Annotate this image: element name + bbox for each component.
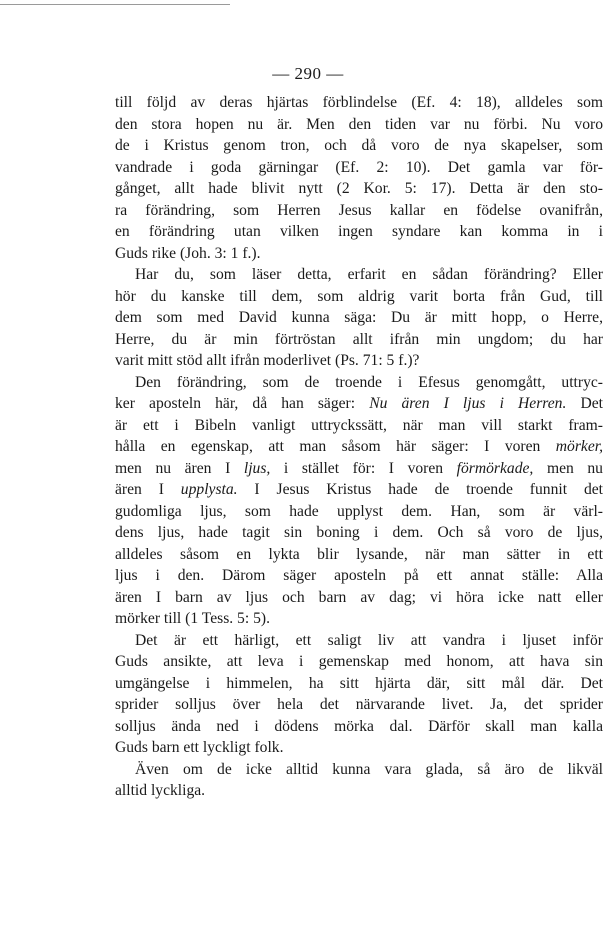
text-line xyxy=(115,393,603,415)
text-line xyxy=(115,436,603,458)
text-run: är ett i Bibeln vanligt uttryckssätt, när man vill starkt fram- xyxy=(115,416,603,434)
text-run: dens ljus, hade tagit sin boning i dem. Och så voro de ljus, xyxy=(115,524,603,541)
text-line xyxy=(115,350,603,372)
text-line xyxy=(115,200,603,222)
paragraph xyxy=(115,759,603,802)
text-run: ljus i den. Därom säger aposteln på ett annat ställe: Alla xyxy=(115,567,603,584)
text-run: Det är ett härligt, ett saligt liv att vandra i ljuset inför xyxy=(135,631,603,649)
text-run: Guds barn ett lyckligt folk. xyxy=(115,739,284,756)
text-line xyxy=(115,286,603,308)
text-line xyxy=(115,522,603,544)
emphasis-text: förmörkade, xyxy=(456,459,534,477)
text-line xyxy=(115,630,603,652)
text-line xyxy=(115,372,603,394)
text-line xyxy=(115,135,603,157)
text-run: dem som med David kunna säga: Du är mitt hopp, o Herre, xyxy=(115,309,603,326)
text-run: hålla en egenskap, att man såsom här säger: I voren xyxy=(115,438,556,455)
emphasis-text: upplysta. xyxy=(180,481,238,498)
text-line xyxy=(115,458,603,480)
paragraph xyxy=(115,372,603,630)
text-line xyxy=(115,694,603,716)
text-line xyxy=(115,329,603,351)
text-run: varit mitt stöd allt ifrån moderlivet (Ps. 71: 5 f.)? xyxy=(115,352,420,369)
text-line xyxy=(115,716,603,738)
text-run: den stora hopen nu är. Men den tiden var nu förbi. Nu voro xyxy=(115,115,603,133)
text-run: alltid lyckliga. xyxy=(115,782,206,799)
text-line xyxy=(115,673,603,695)
page-number: — 290 — xyxy=(272,64,344,83)
body-text xyxy=(115,92,603,802)
text-run: men nu xyxy=(533,459,603,477)
text-run: Guds ansikte, att leva i gemenskap med honom, att hava sin xyxy=(115,653,603,670)
text-line xyxy=(115,157,603,179)
text-run: i stället för: I voren xyxy=(270,459,457,477)
text-line xyxy=(115,587,603,609)
text-line xyxy=(115,759,603,781)
text-run: Har du, som läser detta, erfarit en sådan förändring? Eller xyxy=(135,266,603,283)
text-line xyxy=(115,608,603,630)
text-run: Guds rike (Joh. 3: 1 f.). xyxy=(115,244,261,262)
text-run: hör du kanske till dem, som aldrig varit borta från Gud, till xyxy=(115,287,603,305)
text-run: gudomliga ljus, som hade upplyst dem. Han, som är värl- xyxy=(115,502,603,520)
emphasis-text: mörker, xyxy=(555,438,603,455)
text-run: Även om de icke alltid kunna vara glada, så äro de likväl xyxy=(135,760,603,778)
text-line xyxy=(115,544,603,566)
text-line xyxy=(115,651,603,673)
text-run: sprider solljus över hela det närvarande livet. Ja, det sprider xyxy=(115,696,603,713)
text-line xyxy=(115,114,603,136)
text-run: Den förändring, som de troende i Efesus genomgått, uttryc- xyxy=(135,373,603,391)
text-run: alldeles såsom en lykta blir lysande, när man sätter in ett xyxy=(115,545,603,563)
text-line xyxy=(115,264,603,286)
text-line xyxy=(115,415,603,437)
emphasis-text: ljus, xyxy=(243,459,271,477)
text-line xyxy=(115,307,603,329)
text-run: ra förändring, som Herren Jesus kallar en födelse ovanifrån, xyxy=(115,201,603,219)
paragraph xyxy=(115,92,603,264)
text-line xyxy=(115,501,603,523)
text-run: solljus ända ned i dödens mörka dal. Därför skall man kalla xyxy=(115,717,603,735)
text-run: Det xyxy=(566,395,604,412)
paragraph xyxy=(115,630,603,759)
text-run: ären I xyxy=(115,481,181,498)
text-run: en förändring utan vilken ingen syndare kan komma in i xyxy=(115,223,603,240)
text-line xyxy=(115,221,603,243)
text-run: umgängelse i himmelen, ha sitt hjärta där, sitt mål där. Det xyxy=(115,674,603,692)
text-run: ären I barn av ljus och barn av dag; vi höra icke natt eller xyxy=(115,588,603,606)
text-line xyxy=(115,178,603,200)
text-run: men nu ären I xyxy=(115,459,244,477)
text-run: vandrade i goda gärningar (Ef. 2: 10). Det gamla var för- xyxy=(115,158,603,176)
text-line xyxy=(115,737,603,759)
text-line xyxy=(115,565,603,587)
text-line xyxy=(115,479,603,501)
paragraph xyxy=(115,264,603,372)
text-run: de i Kristus genom tron, och då voro de nya skapelser, som xyxy=(115,137,603,154)
text-run: Herre, du är min förtröstan allt ifrån min ungdom; du har xyxy=(115,330,603,348)
text-line xyxy=(115,780,603,802)
text-line xyxy=(115,92,603,114)
text-run: ker aposteln här, då han säger: xyxy=(115,395,370,412)
text-run: till följd av deras hjärtas förblindelse (Ef. 4: 18), alldeles som xyxy=(115,94,603,111)
text-run: gånget, allt hade blivit nytt (2 Kor. 5: 17). Detta är den sto- xyxy=(115,180,603,197)
text-run: mörker till (1 Tess. 5: 5). xyxy=(115,610,270,627)
text-line xyxy=(115,243,603,265)
emphasis-text: Nu ären I ljus i Herren. xyxy=(369,395,567,412)
top-rule xyxy=(0,4,230,5)
text-run: I Jesus Kristus hade de troende funnit det xyxy=(237,481,603,498)
